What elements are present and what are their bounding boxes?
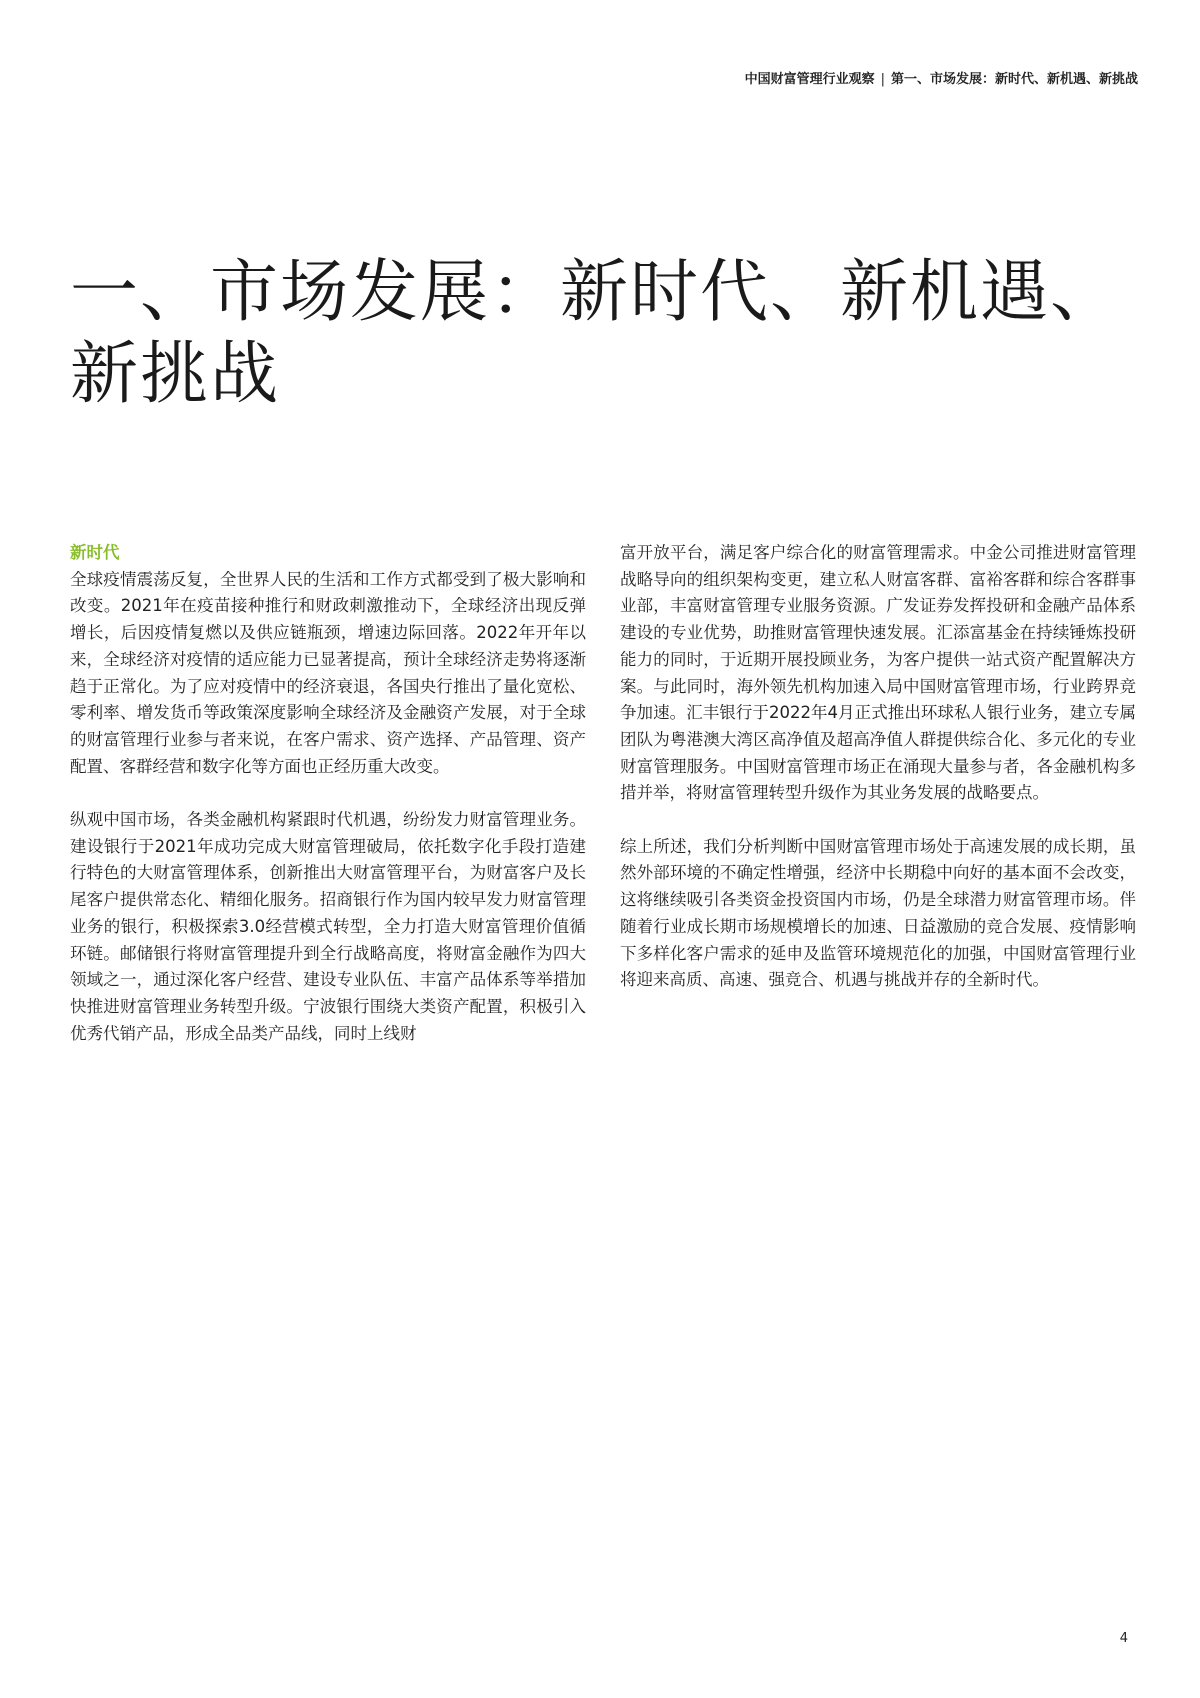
- left-column: [70, 540, 586, 1074]
- running-header: [745, 68, 1138, 87]
- report-title: 中国财富管理行业观察: [744, 72, 875, 87]
- paragraph-global-economy: 全球疫情震荡反复，全世界人民的生活和工作方式都受到了极大影响和改变。2021年在疫苗接种推行和财政刺激推动下，全球经济出现反弹增长，后因疫情复燃以及供应链瓶颈，增速边际回落。2022年开年以来，全球经济对疫情的适应能力已显著提高，预计全球经济走势将逐渐趋于正常化。为了应对疫情中的经济衰退，各国央行推出了量化宽松、零利率、增发货币等政策深度影响全球经济及金融资产发展，对于全球的财富管理行业参与者来说，在客户需求、资产选择、产品管理、资产配置、客群经营和数字化等方面也正经历重大改变。: [70, 569, 586, 776]
- chapter-reference: 第一、市场发展：新时代、新机遇、新挑战: [890, 72, 1138, 87]
- page-number: 4: [1119, 1631, 1128, 1646]
- section-heading: 新时代: [70, 543, 120, 562]
- chapter-title-line-1: 一、市场发展：新时代、新机遇、: [70, 253, 1121, 332]
- paragraph-summary: 综上所述，我们分析判断中国财富管理市场处于高速发展的成长期，虽然外部环境的不确定性增强，经济中长期稳中向好的基本面不会改变，这将继续吸引各类资金投资国内市场，仍是全球潜力财富管理市场。伴随着行业成长期市场规模增长的加速、日益激励的竞合发展、疫情影响下多样化客户需求的延申及监管环境规范化的加强，中国财富管理行业将迎来高质、高速、强竞合、机遇与挑战并存的全新时代。: [620, 836, 1136, 990]
- paragraph-china-market-continued: 富开放平台，满足客户综合化的财富管理需求。中金公司推进财富管理战略导向的组织架构变更，建立私人财富客群、富裕客群和综合客群事业部，丰富财富管理专业服务资源。广发证券发挥投研和金融产品体系建设的专业优势，助推财富管理快速发展。汇添富基金在持续锤炼投研能力的同时，于近期开展投顾业务，为客户提供一站式资产配置解决方案。与此同时，海外领先机构加速入局中国财富管理市场，行业跨界竞争加速。汇丰银行于2022年4月正式推出环球私人银行业务，建立专属团队为粤港澳大湾区高净值及超高净值人群提供综合化、多元化的专业财富管理服务。中国财富管理市场正在涌现大量参与者，各金融机构多措并举，将财富管理转型升级作为其业务发展的战略要点。: [620, 543, 1136, 803]
- paragraph-china-market: 纵观中国市场，各类金融机构紧跟时代机遇，纷纷发力财富管理业务。建设银行于2021年成功完成大财富管理破局，依托数字化手段打造建行特色的大财富管理体系，创新推出大财富管理平台，为财富客户及长尾客户提供常态化、精细化服务。招商银行作为国内较早发力财富管理业务的银行，积极探索3.0经营模式转型，全力打造大财富管理价值循环链。邮储银行将财富管理提升到全行战略高度，将财富金融作为四大领域之一，通过深化客户经营、建设专业队伍、丰富产品体系等举措加快推进财富管理业务转型升级。宁波银行围绕大类资产配置，积极引入优秀代销产品，形成全品类产品线，同时上线财: [70, 810, 586, 1043]
- header-separator: |: [880, 72, 885, 87]
- chapter-title: [70, 252, 1130, 416]
- chapter-title-line-2: 新挑战: [70, 335, 281, 414]
- right-column: [620, 540, 1136, 1021]
